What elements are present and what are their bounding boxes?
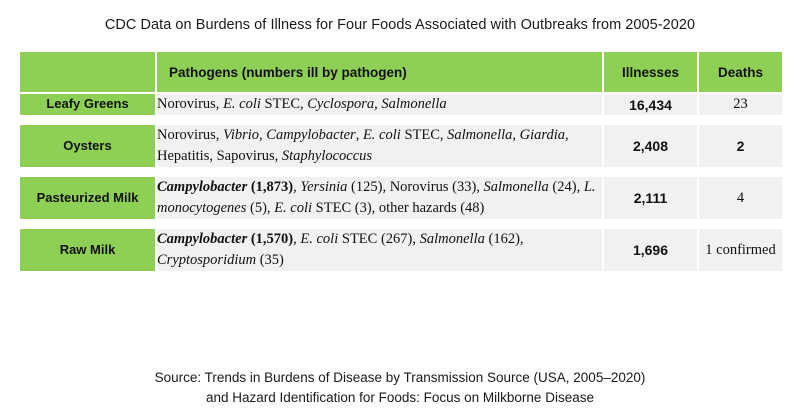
table-row (19, 228, 783, 272)
cell-illnesses: 2,111 (603, 176, 698, 220)
cell-food-name: Raw Milk (19, 228, 156, 272)
row-separator-cell (19, 116, 783, 124)
table-row (19, 93, 783, 116)
cell-deaths: 23 (698, 93, 783, 116)
header-pathogens: Pathogens (numbers ill by pathogen) (156, 51, 603, 93)
cell-pathogens: Norovirus, Vibrio, Campylobacter, E. coli STEC, Salmonella, Giardia, Hepatitis, Sapovirus, Staphylococcus (156, 124, 603, 168)
header-food-blank (19, 51, 156, 93)
cell-illnesses: 2,408 (603, 124, 698, 168)
cell-deaths: 1 confirmed (698, 228, 783, 272)
row-separator-cell (19, 168, 783, 176)
burden-table-container (18, 50, 782, 273)
page-title: CDC Data on Burdens of Illness for Four Foods Associated with Outbreaks from 2005-2020 (104, 17, 696, 33)
cell-food-name: Pasteurized Milk (19, 176, 156, 220)
cell-food-name: Leafy Greens (19, 93, 156, 116)
cell-pathogens: Campylobacter (1,873), Yersinia (125), Norovirus (33), Salmonella (24), L. monocytogenes (5), E. coli STEC (3), other hazards (48) (156, 176, 603, 220)
header-deaths: Deaths (698, 51, 783, 93)
source-note (0, 368, 800, 409)
table-header-row (19, 51, 783, 93)
row-separator-cell (19, 220, 783, 228)
cell-pathogens: Campylobacter (1,570), E. coli STEC (267), Salmonella (162), Cryptosporidium (35) (156, 228, 603, 272)
row-separator (19, 168, 783, 176)
table-row (19, 124, 783, 168)
cell-illnesses: 1,696 (603, 228, 698, 272)
cell-pathogens: Norovirus, E. coli STEC, Cyclospora, Salmonella (156, 93, 603, 116)
source-line-1: Source: Trends in Burdens of Disease by Transmission Source (USA, 2005–2020) (154, 369, 646, 385)
row-separator (19, 220, 783, 228)
table-body (19, 93, 783, 272)
cell-deaths: 4 (698, 176, 783, 220)
table-row (19, 176, 783, 220)
cell-food-name: Oysters (19, 124, 156, 168)
header-illnesses: Illnesses (603, 51, 698, 93)
cell-deaths: 2 (698, 124, 783, 168)
row-separator (19, 116, 783, 124)
cell-illnesses: 16,434 (603, 93, 698, 116)
burden-table (18, 50, 784, 273)
source-line-2: and Hazard Identification for Foods: Focus on Milkborne Disease (206, 389, 594, 405)
